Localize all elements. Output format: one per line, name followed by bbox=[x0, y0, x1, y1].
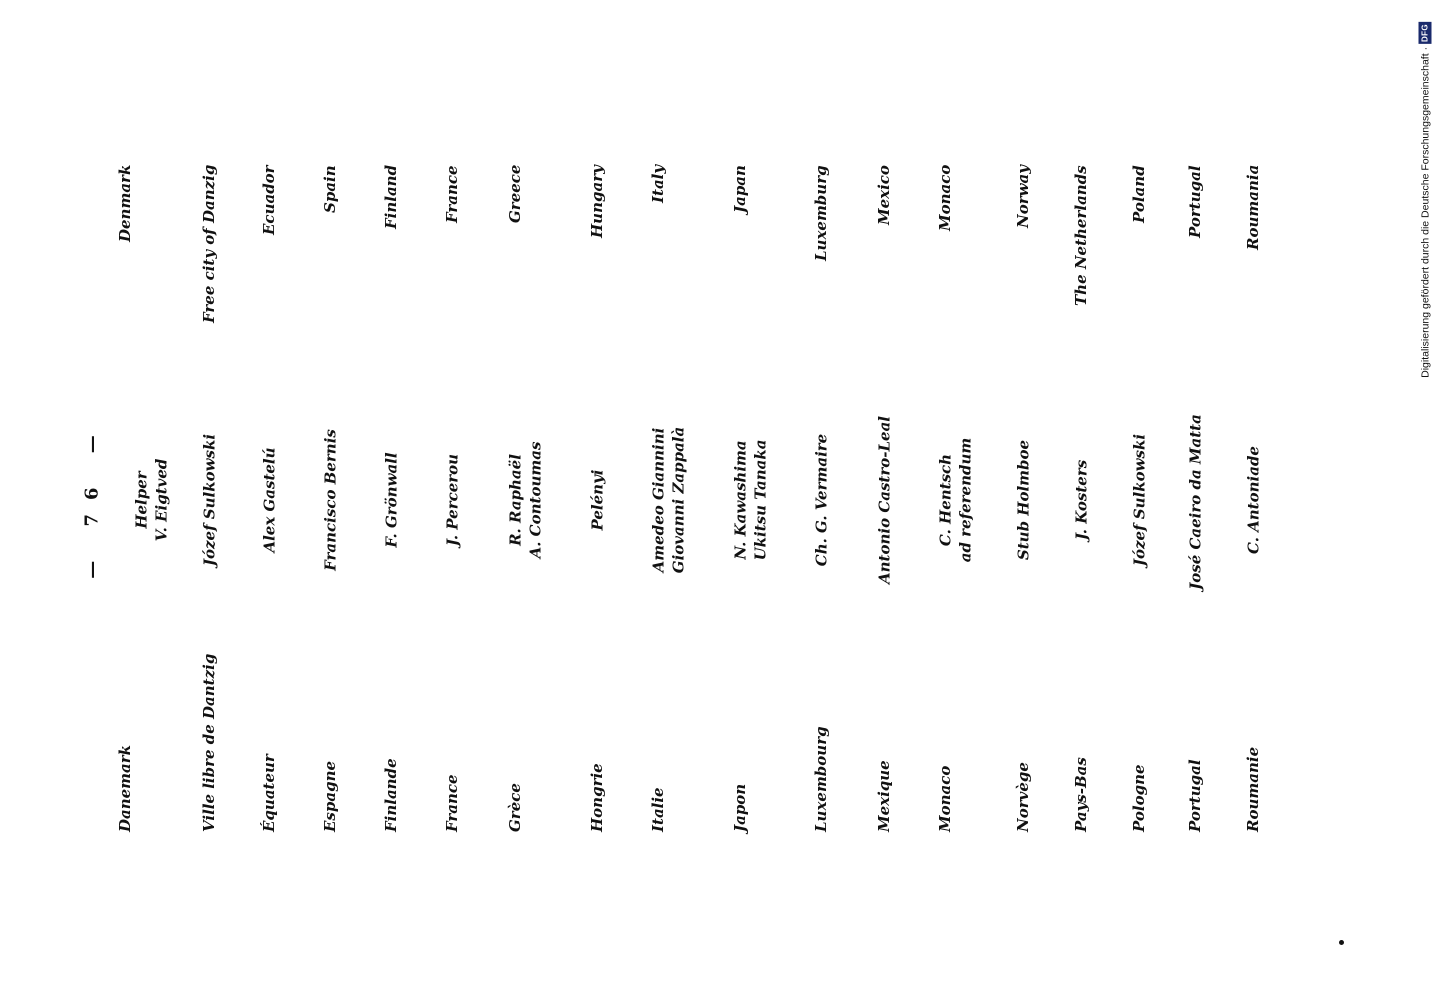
english-country-name: Free city of Danzig bbox=[200, 164, 218, 323]
signatory-entry bbox=[133, 459, 172, 542]
signatory-name: J. Kosters bbox=[1072, 459, 1091, 541]
signatory-name: ad referendum bbox=[956, 437, 974, 563]
english-country-name: Italy bbox=[649, 164, 667, 203]
french-country-name: Danemark bbox=[116, 744, 134, 832]
french-country-name: Pologne bbox=[1130, 764, 1148, 832]
signatory-entry bbox=[937, 438, 976, 563]
signatory-entry bbox=[588, 470, 608, 531]
signatory-entry bbox=[321, 429, 341, 571]
english-country-name: Poland bbox=[1130, 165, 1148, 223]
french-country-name: Luxembourg bbox=[812, 726, 830, 832]
french-country-name: Japon bbox=[731, 783, 749, 832]
english-country-name: Ecuador bbox=[260, 165, 278, 235]
signatory-name: Ukitsu Tanaka bbox=[751, 439, 769, 561]
french-country-name: Norvège bbox=[1014, 762, 1032, 832]
french-country-name: Espagne bbox=[321, 760, 339, 832]
french-country-name: Finlande bbox=[382, 758, 400, 832]
signatory-entry bbox=[875, 416, 895, 584]
english-country-name: Luxemburg bbox=[812, 165, 830, 261]
english-country-name: Monaco bbox=[936, 164, 954, 231]
signatory-name: Amedeo Giannini bbox=[649, 427, 668, 573]
signatory-name: Helper bbox=[132, 471, 151, 529]
french-country-name: Équateur bbox=[260, 754, 278, 832]
signatory-entry bbox=[382, 452, 402, 547]
signatory-name: Ch. G. Vermaire bbox=[812, 433, 831, 567]
signatory-name: C. Hentsch bbox=[936, 453, 955, 547]
signatory-name: Giovanni Zappalà bbox=[669, 426, 687, 574]
english-country-name: Finland bbox=[382, 164, 400, 229]
english-country-name: France bbox=[443, 165, 461, 223]
digitization-footer bbox=[1419, 22, 1432, 378]
signatory-entry bbox=[650, 427, 689, 573]
signatory-entry bbox=[200, 434, 220, 566]
french-country-name: Hongrie bbox=[588, 763, 606, 832]
signatory-entry bbox=[812, 434, 832, 566]
signatory-entry bbox=[260, 447, 280, 552]
signatory-name: C. Antoniade bbox=[1244, 446, 1263, 554]
english-country-name: Hungary bbox=[588, 165, 606, 238]
signatory-name: N. Kawashima bbox=[731, 440, 750, 560]
signatory-name: José Caeiro da Matta bbox=[1186, 414, 1205, 590]
signatory-name: A. Contoumas bbox=[526, 441, 544, 559]
signatory-name: Francisco Bernis bbox=[321, 429, 340, 571]
signatory-entry bbox=[732, 440, 771, 561]
signatory-name: Antonio Castro-Leal bbox=[875, 416, 894, 584]
english-country-name: The Netherlands bbox=[1072, 165, 1090, 306]
dfg-logo: DFG bbox=[1420, 24, 1430, 42]
ink-speck bbox=[1339, 940, 1344, 945]
english-country-name: Greece bbox=[506, 164, 524, 223]
english-country-name: Portugal bbox=[1186, 165, 1204, 238]
french-country-name: Monaco bbox=[936, 765, 954, 832]
french-country-name: Mexique bbox=[875, 760, 893, 832]
signatory-entry bbox=[443, 454, 463, 546]
french-country-name: Italie bbox=[649, 787, 667, 832]
english-country-name: Roumania bbox=[1244, 164, 1262, 250]
signatory-name: Stub Holmboe bbox=[1014, 439, 1033, 561]
signatory-entry bbox=[1244, 446, 1264, 554]
english-country-name: Norway bbox=[1014, 165, 1032, 228]
signatory-entry bbox=[1072, 460, 1092, 540]
english-country-name: Denmark bbox=[116, 164, 134, 242]
signatory-name: Józef Sulkowski bbox=[200, 433, 219, 567]
page-number: — 76 — bbox=[81, 421, 103, 579]
signatory-name: F. Grönwall bbox=[382, 452, 401, 548]
signatory-name: Alex Gastelú bbox=[260, 447, 279, 553]
english-country-name: Mexico bbox=[875, 165, 893, 225]
english-country-name: Spain bbox=[321, 165, 339, 213]
signatory-entry bbox=[1014, 440, 1034, 560]
signatory-name: R. Raphaël bbox=[506, 454, 525, 546]
digitization-text: Digitalisierung gefördert durch die Deutsche Forschungsgemeinschaft · bbox=[1419, 46, 1431, 378]
signatory-entry bbox=[507, 442, 546, 559]
signatory-entry bbox=[1130, 434, 1150, 566]
signatory-name: V. Eigtved bbox=[152, 458, 170, 542]
french-country-name: Portugal bbox=[1186, 759, 1204, 832]
signatory-entry bbox=[1186, 414, 1206, 590]
signatory-name: J. Percerou bbox=[443, 453, 462, 547]
french-country-name: France bbox=[443, 774, 461, 832]
french-country-name: Roumanie bbox=[1244, 746, 1262, 832]
french-country-name: Grèce bbox=[506, 783, 524, 832]
french-country-name: Ville libre de Dantzig bbox=[200, 653, 218, 832]
signatory-name: Józef Sulkowski bbox=[1130, 433, 1149, 567]
signatory-name: Pelényi bbox=[588, 469, 607, 531]
french-country-name: Pays-Bas bbox=[1072, 757, 1090, 832]
english-country-name: Japan bbox=[731, 165, 749, 213]
